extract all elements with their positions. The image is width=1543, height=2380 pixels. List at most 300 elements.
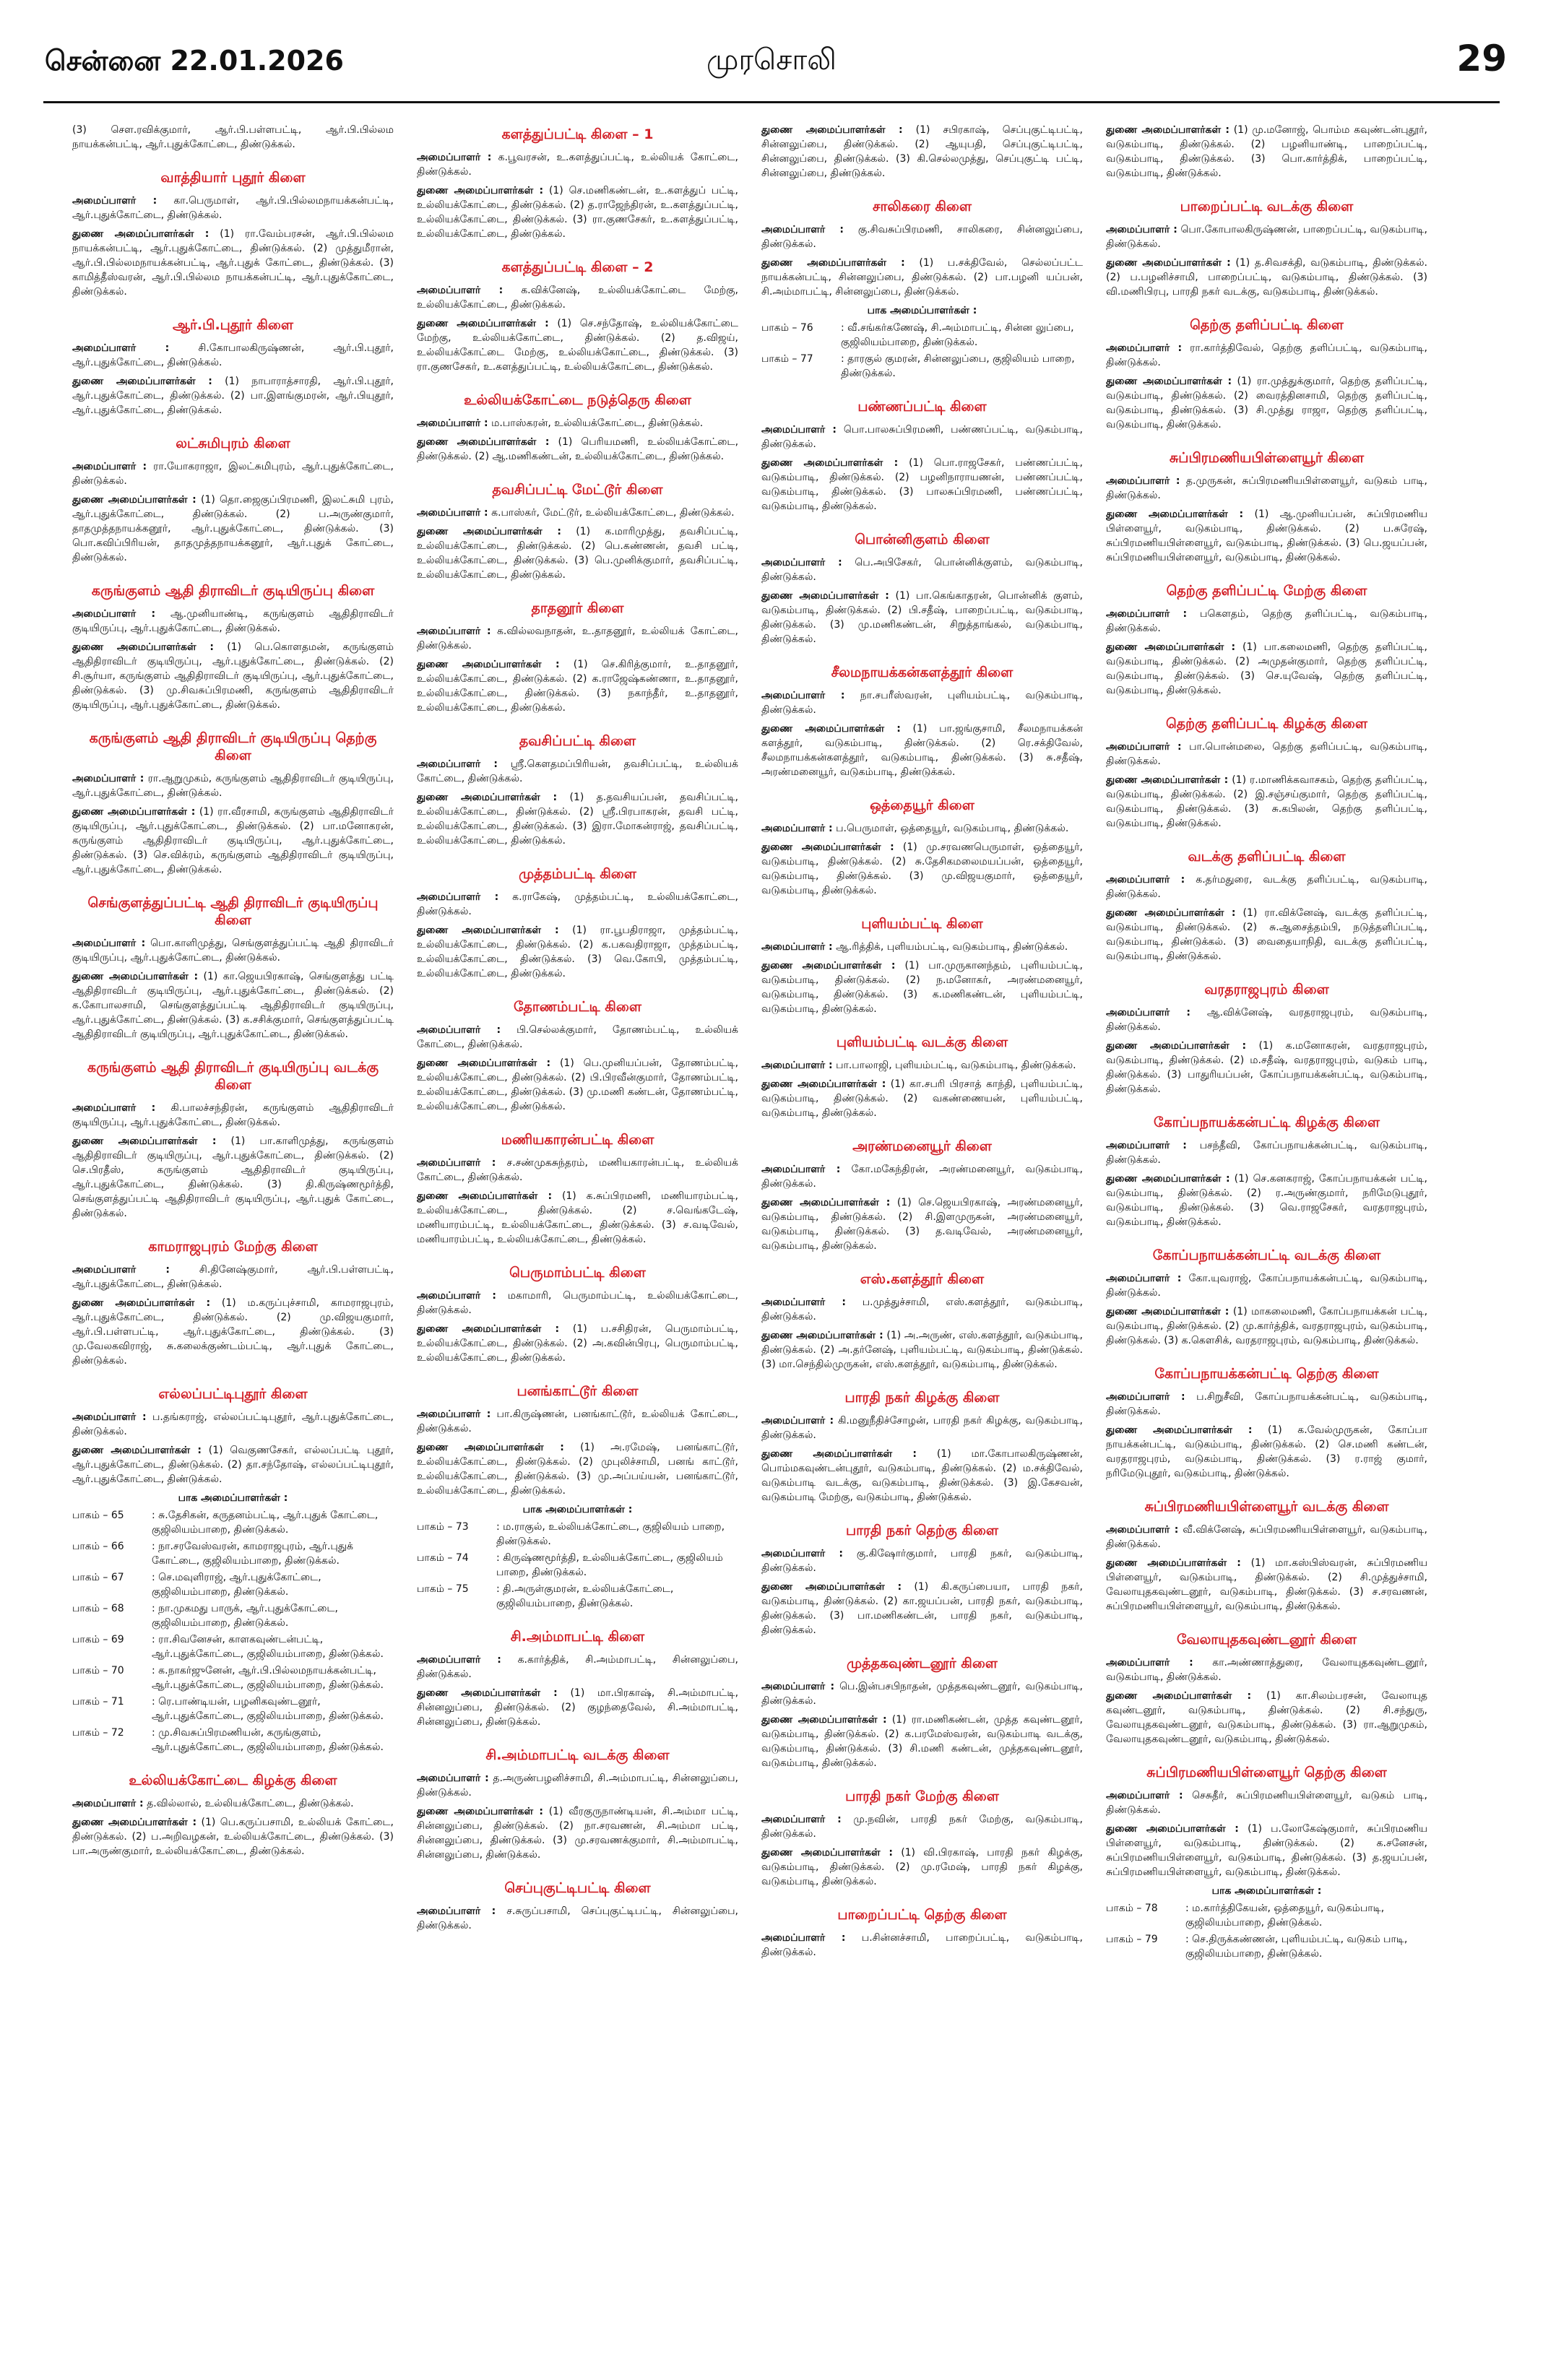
member-entry [761,940,1083,954]
role-label: அமைப்பாளர் : [417,1905,496,1917]
branch-section [417,1264,738,1365]
role-label: துணை அமைப்பாளர்கள் : [417,1057,551,1069]
part-row [1106,1901,1427,1930]
paper-name: முரசொலி [706,43,837,77]
part-organizer: : கிருஷ்ணமூர்த்தி, உல்லியக்கோட்டை, குஜிலியம் பாறை, திண்டுக்கல். [496,1552,723,1578]
role-label: துணை அமைப்பாளர்கள் : [761,590,889,602]
member-names: (1) பெ.முனியப்பன், தோணம்பட்டி, உல்லியக்கோட்டை, திண்டுக்கல். (2) பி.பிரவீன்குமார், தோணம்பட்டி, உல்லியக்கோட்டை, திண்டுக்கல். (3) மு.மணி கண்டன், தோணம்பட்டி, உல்லியக்கோட்டை, திண்டுக்கல். [417,1057,738,1112]
member-entry [417,316,738,374]
role-label: அமைப்பாளர் : [72,342,170,354]
role-label: அமைப்பாளர் : [72,195,157,207]
member-entry [1106,1172,1427,1229]
part-row [761,352,1083,381]
member-entry [1106,1788,1427,1817]
member-entry [761,1162,1083,1191]
role-label: துணை அமைப்பாளர்கள் : [761,457,899,469]
role-label: அமைப்பாளர் : [417,285,503,296]
branch-section [1106,449,1427,565]
member-entry [417,1289,738,1317]
role-label: துணை அமைப்பாளர்கள் : [1106,376,1232,387]
branch-title: காமராஜபுரம் மேற்கு கிளை [148,1239,318,1255]
member-names: பசந்தீவி, கோப்பநாயக்கன்பட்டி, வடுகம்பாடி, திண்டுக்கல். [1106,1140,1427,1166]
branch-section [417,1628,738,1729]
role-label: துணை அமைப்பாளர்கள் : [761,1714,887,1726]
member-entry [1106,507,1427,565]
branch-title: சி.அம்மாபட்டி வடக்கு கிளை [485,1747,670,1763]
part-organizer: : செ.திருக்கண்ணன், புளியம்பட்டி, வடுகம் பாடி, குஜிலியம்பாறை, திண்டுக்கல். [1185,1934,1408,1960]
member-names: க.வில்லவநாதன், உ.தாதனூர், உல்லியக் கோட்டை, திண்டுக்கல். [417,626,738,652]
branch-title: பனங்காட்டூர் கிளை [517,1383,639,1399]
branch-title: பாரதி நகர் தெற்கு கிளை [845,1523,999,1539]
branch-section [761,1788,1083,1889]
member-entry [72,1443,394,1487]
member-entry [1106,873,1427,901]
part-row [72,1632,394,1661]
member-names: (1) ரா.பூபதிராஜா, முத்தம்பட்டி, உல்லியக்கோட்டை, திண்டுக்கல். (2) க.பகவதிராஜா, முத்தம்பட்டி, உல்லியக்கோட்டை, திண்டுக்கல். (3) வெ.கோபி, முத்தம்பட்டி, உல்லியக்கோட்டை, திண்டுக்கல். [417,925,738,979]
member-entry [1106,1556,1427,1614]
member-names: ஆ.விக்னேஷ், வரதராஜபுரம், வடுகம்பாடி, திண்டுக்கல். [1106,1007,1427,1033]
branch-section [761,915,1083,1016]
member-entry [1106,640,1427,698]
role-label: அமைப்பாளர் : [417,507,488,519]
column [72,123,394,2362]
role-label: துணை அமைப்பாளர்கள் : [417,436,550,448]
role-label: துணை அமைப்பாளர்கள் : [417,1323,560,1335]
role-label: அமைப்பாளர் : [1106,224,1177,235]
branch-title: கோப்பநாயக்கன்பட்டி வடக்கு கிளை [1152,1247,1381,1263]
member-entry [417,1023,738,1052]
member-entry [417,624,738,653]
branch-title: களத்துப்பட்டி கிளை – 1 [501,126,654,142]
branch-title: செப்புகுட்டிபட்டி கிளை [504,1880,651,1896]
branch-title: தெற்கு தளிப்பட்டி கிளை [1190,317,1344,333]
member-names: (1) வெகுணசேகர், எல்லப்பட்டி புதூர், ஆர்.புதுக்கோட்டை, திண்டுக்கல். (2) தா.சந்தோஷ், எல்லப்பட்டிபுதூர், ஆர்.புதுக்கோட்டை, திண்டுக்கல். [72,1445,394,1485]
part-organizer: : ம.ராகுல், உல்லியக்கோட்டை, குஜிலியம் பாறை, திண்டுக்கல். [496,1521,725,1547]
member-entry [417,1653,738,1682]
branch-section [72,435,394,565]
part-number: பாகம் – 79 [1106,1934,1158,1945]
branch-title: கருங்குளம் ஆதி திராவிடர் குடியிருப்பு தெற்கு கிளை [89,730,377,763]
member-names: ப.பெருமாள், ஒத்தையூர், வடுகம்பாடி, திண்டுக்கல். [836,823,1069,834]
part-organizer: : ரா.சிவனேசன், காளகவுண்டன்பட்டி, ஆர்.புதுக்கோட்டை, குஜிலியம்பாறை, திண்டுக்கல். [152,1634,384,1660]
member-entry [1106,607,1427,636]
branch-section [417,1382,738,1611]
branch-section [72,894,394,1042]
member-entry [1106,1423,1427,1481]
branch-section [417,1879,738,1933]
member-entry [1106,474,1427,503]
part-organizer: : தி.அருள்குமரன், உல்லியக்கோட்டை, குஜிலியம்பாறை, திண்டுக்கல். [496,1583,674,1609]
member-entry [417,790,738,848]
member-names: (1) செ.சந்தோஷ், உல்லியக்கோட்டை மேற்கு, உல்லியக்கோட்டை, திண்டுக்கல். (2) த.விஜய், உல்லியக்கோட்டை மேற்கு, உல்லியக்கோட்டை, திண்டுக்கல். (3) ரா.குணசேகர், உ.களத்துப்பட்டி, உல்லியக்கோட்டை, திண்டுக்கல். [417,318,738,373]
member-names: (1) மா.பிரகாஷ், சி.அம்மாபட்டி, சின்னலுப்பை, திண்டுக்கல். (2) குழந்தைவேல், சி.அம்மாபட்டி, சின்னலுப்பை, திண்டுக்கல். [417,1687,738,1728]
part-row [72,1570,394,1599]
branch-title: லட்சுமிபுரம் கிளை [176,436,290,451]
member-entry [72,805,394,877]
role-label: துணை அமைப்பாளர்கள் : [1106,641,1236,653]
branch-section [761,1034,1083,1120]
branch-title: புளியம்பட்டி கிளை [861,916,983,932]
member-names: (1) பெ.கருப்பசாமி, உல்லியக் கோட்டை, திண்டுக்கல். (2) ப.அறிவழகன், உல்லியக்கோட்டை, திண்டுக்கல். (3) பா.அருண்குமார், உல்லியக்கோட்டை, திண்டுக்கல். [72,1817,394,1857]
role-label: துணை அமைப்பாளர்கள் : [72,376,212,387]
branch-section [761,123,1083,181]
member-entry [761,722,1083,779]
member-names: (1) பா.முருகானந்தம், புளியம்பட்டி, வடுகம்பாடி, திண்டுக்கல். (2) ந.மனோகர், அரண்மனையூர், வடுகம்பாடி, திண்டுக்கல். (3) க.மணிகண்டன், புளியம்பட்டி, வடுகம்பாடி, திண்டுக்கல். [761,960,1083,1015]
role-label: துணை அமைப்பாளர்கள் : [72,971,199,982]
member-entry [1106,1271,1427,1300]
member-names: (1) ரா.மணிகண்டன், முத்த கவுண்டனூர், வடுகம்பாடி, திண்டுக்கல். (2) க.பரமேஸ்வரன், வடுகம்பாடி வடக்கு, வடுகம்பாடி, திண்டுக்கல். (3) சி.மணி கண்டன், முத்தகவுண்டனூர், வடுகம்பாடி, திண்டுக்கல். [761,1714,1083,1769]
member-entry [417,435,738,464]
member-entry [761,688,1083,717]
branch-section [1106,316,1427,432]
role-label: துணை அமைப்பாளர்கள் : [72,1445,202,1456]
member-entry [417,1322,738,1365]
member-names: (1) ப.லோகேஷ்குமார், சுப்பிரமணிய பிள்ளையூர், வடுகம்பாடி, திண்டுக்கல். (2) க.சனேசன், சுப்பிரமணியபிள்ளையூர், வடுகம்பாடி, திண்டுக்கல். (3) த.ஜயப்பன், சுப்பிரமணியபிள்ளையூர், வடுகம்பாடி, திண்டுக்கல். [1106,1823,1427,1878]
role-label: துணை அமைப்பாளர்கள் : [761,1448,917,1460]
member-names: பொ.காளிமுத்து, செங்குளத்துப்பட்டி ஆதி திராவிடர் குடியிருப்பு, ஆர்.புதுக்கோட்டை, திண்டுக்கல். [72,938,394,964]
branch-section [1106,1247,1427,1348]
member-entry [72,936,394,965]
branch-section [417,998,738,1114]
member-names: க.விக்னேஷ், உல்லியக்கோட்டை மேற்கு, உல்லியக்கோட்டை, திண்டுக்கல். [417,285,738,311]
member-entry [417,757,738,786]
role-label: அமைப்பாளர் : [761,1681,835,1692]
member-entry [1106,123,1427,181]
member-entry [417,1804,738,1862]
member-names: ப.சிறுசீவி, கோப்பநாயக்கன்பட்டி, வடுகம்பாடி, திண்டுக்கல். [1106,1391,1427,1417]
part-organizers-heading: பாக அமைப்பாளர்கள் : [522,1504,633,1515]
branch-section [761,797,1083,898]
member-entry [761,423,1083,451]
member-entry [417,1189,738,1247]
member-entry [72,374,394,417]
part-row [72,1508,394,1537]
member-names: (1) பா.கெங்காதரன், பொன்னிக் குளம், வடுகம்பாடி, திண்டுக்கல். (2) பி.சதீஷ், பாறைப்பட்டி, வடுகம்பாடி, திண்டுக்கல். (3) மு.மணிகண்டன், சிறுத்தாங்கல், வடுகம்பாடி, திண்டுக்கல். [761,590,1083,645]
member-names: (3) சௌ.ரவிக்குமார், ஆர்.பி.பள்ளபட்டி, ஆர்.பி.பில்லம நாயக்கன்பட்டி, ஆர்.புதுக்கோட்டை, திண்டுக்கல். [72,124,394,150]
member-names: கா.அண்ணாத்துரை, வேலாயுதகவுண்டனூர், வடுகம்பாடி, திண்டுக்கல். [1106,1657,1427,1683]
member-names: க.கார்த்திக், சி.அம்மாபட்டி, சின்னலுப்பை, திண்டுக்கல். [417,1654,738,1680]
role-label: அமைப்பாளர் : [72,773,144,784]
member-names: (1) செ.கிரித்குமார், உ.தாதனூர், உல்லியக்கோட்டை, திண்டுக்கல். (2) க.ராஜேஷ்கண்ணா, உ.தாதனூர், உல்லியக்கோட்டை, திண்டுக்கல். (3) நகாந்தீர், உ.தாதனூர், உல்லியக்கோட்டை, திண்டுக்கல். [417,659,738,714]
member-names: (1) கி.கருப்பையா, பாரதி நகர், வடுகம்பாடி, திண்டுக்கல். (2) கா.ஜயப்பன், பாரதி நகர், வடுகம்பாடி, திண்டுக்கல். (3) பா.மணிகண்டன், பாரதி நகர், வடுகம்பாடி, திண்டுக்கல். [761,1581,1083,1636]
member-entry [1106,1390,1427,1419]
part-row [417,1551,738,1580]
member-names: நா.சபரீஸ்வரன், புளியம்பட்டி, வடுகம்பாடி, திண்டுக்கல். [761,690,1083,716]
branch-section [761,1271,1083,1372]
member-entry [1106,374,1427,432]
member-entry [761,1195,1083,1253]
branch-title: உல்லியக்கோட்டை நடுத்தெரு கிளை [464,392,691,408]
role-label: துணை அமைப்பாளர்கள் : [1106,1424,1253,1436]
role-label: துணை அமைப்பாளர்கள் : [1106,1823,1239,1835]
branch-section [1106,198,1427,299]
branch-title: பொன்னிகுளம் கிளை [855,532,990,548]
role-label: துணை அமைப்பாளர்கள் : [1106,1040,1247,1052]
member-names: ரா.கார்த்திவேல், தெற்கு தளிப்பட்டி, வடுகம்பாடி, திண்டுக்கல். [1106,342,1427,368]
part-organizer: : செ.மவுளிராஜ், ஆர்.புதுக்கோட்டை, குஜிலியம்பாறை, திண்டுக்கல். [152,1572,321,1598]
role-label: அமைப்பாளர் : [1106,1007,1191,1018]
member-entry [1106,1138,1427,1167]
member-entry [1106,256,1427,299]
member-entry [761,1812,1083,1841]
member-names: (1) கா.சபரி பிரசாத் காந்தி, புளியம்பட்டி, வடுகம்பாடி, திண்டுக்கல். (2) வகண்ணையன், புளியம்பட்டி, வடுகம்பாடி, திண்டுக்கல். [761,1078,1083,1119]
branch-section [72,1772,394,1858]
role-label: துணை அமைப்பாளர்கள் : [417,792,558,803]
member-names: (1) கா.சிலம்பரசன், வேலாயுத கவுண்டனூர், வடுகம்பாடி, திண்டுக்கல். (2) சி.சந்துரு, வேலாயுதகவுண்டனூர், வடுகம்பாடி, திண்டுக்கல். (3) ரா.ஆறுமுகம், வேலாயுதகவுண்டனூர், வடுகம்பாடி, திண்டுக்கல். [1106,1690,1427,1745]
member-names: க.ராகேஷ், முத்தம்பட்டி, உல்லியக்கோட்டை, திண்டுக்கல். [417,891,738,917]
member-entry [72,1410,394,1439]
branch-section [761,531,1083,646]
part-organizer: : மு.சிவசுப்பிரமணியன், கருங்குளம், ஆர்.புதுக்கோட்டை, குஜிலியம்பாறை, திண்டுக்கல். [152,1727,384,1753]
member-names: (1) அ.ரமேஷ், பனங்காட்டூர், உல்லியக்கோட்டை, திண்டுக்கல். (2) முபுலிச்சாமி, பனங் காட்டூர், உல்லியக்கோட்டை, திண்டுக்கல். (3) மு.அப்பய்யன், பனங்காட்டூர், உல்லியக்கோட்டை, திண்டுக்கல். [417,1442,738,1497]
member-names: (1) க.வேல்முருகன், கோப்பா நாயக்கன்பட்டி, வடுகம்பாடி, திண்டுக்கல். (2) செ.மணி கண்டன், வரதராஜபுரம், வடுகம்பாடி, திண்டுக்கல். (3) ர.ராஜ் குமார், நரிமேடுபுதூர், வடுகம்பாடி, திண்டுக்கல். [1106,1424,1427,1479]
part-organizer: : ரெ.பாண்டியன், பழனிகவுண்டனூர், ஆர்.புதுக்கோட்டை, குஜிலியம்பாறை, திண்டுக்கல். [152,1696,384,1722]
branch-section [72,582,394,712]
role-label: துணை அமைப்பாளர்கள் : [417,1687,558,1699]
member-names: (1) மா.கோபாலகிருஷ்ணன், பொம்மகவுண்டன்புதூர், வடுகம்பாடி, திண்டுக்கல். (2) ம.சக்திவேல், வடுகம்பாடி வடக்கு, வடுகம்பாடி, திண்டுக்கல். (3) இ.கேசவன், வடுகம்பாடி மேற்கு, வடுகம்பாடி, திண்டுக்கல். [761,1448,1083,1503]
column [761,123,1083,2362]
member-entry [761,222,1083,251]
part-organizers-heading: பாக அமைப்பாளர்கள் : [1211,1885,1322,1897]
part-row [1106,1932,1427,1961]
member-entry [72,459,394,488]
branch-title: முத்தகவுண்டனூர் கிளை [847,1656,998,1671]
member-names: கோ.யுவராஜ், கோப்பநாயக்கன்பட்டி, வடுகம்பாடி, திண்டுக்கல். [1106,1273,1427,1299]
role-label: துணை அமைப்பாளர்கள் : [417,318,549,329]
member-entry [761,959,1083,1016]
member-entry [761,256,1083,299]
branch-title: சி.அம்மாபட்டி கிளை [510,1629,645,1645]
branch-section [417,732,738,848]
member-names: சி.கோபாலகிருஷ்ணன், ஆர்.பி.புதூர், ஆர்.புதுக்கோட்டை, திண்டுக்கல். [72,342,394,368]
member-entry [1106,740,1427,769]
member-entry [417,416,738,430]
branch-title: செங்குளத்துப்பட்டி ஆதி திராவிடர் குடியிருப்பு கிளை [87,895,379,928]
member-names: பெ.இன்பசபிநாதன், முத்தகவுண்டனூர், வடுகம்பாடி, திண்டுக்கல். [761,1681,1083,1707]
role-label: அமைப்பாளர் : [417,1654,501,1666]
member-names: சி.தினேஷ்குமார், ஆர்.பி.பள்ளபட்டி, ஆர்.புதுக்கோட்டை, திண்டுக்கல். [72,1264,394,1290]
member-names: ஆ.ரித்திக், புளியம்பட்டி, வடுகம்பாடி, திண்டுக்கல். [836,941,1068,953]
branch-section [417,481,738,582]
member-entry [761,456,1083,514]
member-names: த.வில்லால், உல்லியக்கோட்டை, திண்டுக்கல். [147,1798,354,1809]
branch-title: முத்தம்பட்டி கிளை [519,866,636,882]
member-names: (1) க.மனோகரன், வரதராஜபுரம், வடுகம்பாடி, திண்டுக்கல். (2) ம.சதீஷ், வரதராஜபுரம், வடுகம் பாடி, திண்டுக்கல். (3) பாதுரியப்பன், கோப்பநாயக்கன்பட்டி, வடுகம்பாடி, திண்டுக்கல். [1106,1040,1427,1095]
part-row [72,1695,394,1723]
member-entry [761,1931,1083,1960]
member-entry [761,589,1083,646]
branch-section [761,198,1083,381]
role-label: அமைப்பாளர் : [761,941,833,953]
member-names: கி.பாலச்சந்திரன், கருங்குளம் ஆதிதிராவிடர் குடியிருப்பு, ஆர்.புதுக்கோட்டை, திண்டுக்கல். [72,1102,394,1128]
member-entry [1106,222,1427,251]
member-names: பி.செல்லக்குமார், தோணம்பட்டி, உல்லியக் கோட்டை, திண்டுக்கல். [417,1024,738,1050]
member-names: ப.முத்துச்சாமி, எஸ்.களத்தூர், வடுகம்பாடி, திண்டுக்கல். [761,1297,1083,1323]
branch-title: ஒத்தையூர் கிளை [870,797,974,813]
role-label: அமைப்பாளர் : [761,224,844,235]
member-names: (1) சபிரகாஷ், செப்புகுட்டிபட்டி, சின்னலுப்பை, திண்டுக்கல். (2) ஆயுபதி, செப்புகுட்டிபட்டி, சின்னலுப்பை, திண்டுக்கல். (3) கி.செல்லமுத்து, செப்புகுட்டி பட்டி, சின்னலுப்பை, திண்டுக்கல். [761,124,1083,179]
member-entry [1106,906,1427,964]
part-number: பாகம் – 69 [72,1634,124,1645]
branch-section [417,865,738,981]
role-label: துணை அமைப்பாளர்கள் : [761,1078,886,1090]
member-entry [417,657,738,715]
branch-title: வாத்தியார் புதூர் கிளை [160,170,306,186]
role-label: அமைப்பாளர் : [1106,741,1182,753]
role-label: துணை அமைப்பாளர்கள் : [72,1135,217,1147]
member-entry [72,341,394,370]
role-label: துணை அமைப்பாளர்கள் : [1106,1173,1230,1185]
member-names: (1) பெரியமணி, உல்லியக்கோட்டை, திண்டுக்கல். (2) ஆ.மணிகண்டன், உல்லியக்கோட்டை, திண்டுக்கல். [417,436,738,462]
branch-title: எல்லப்பட்டிபுதூர் கிளை [158,1386,308,1402]
member-names: கு.சிவசுப்பிரமணி, சாலிகரை, சின்னலுப்பை, திண்டுக்கல். [761,224,1083,250]
article-columns [72,123,1427,2362]
member-names: கு.கிஷோர்குமார், பாரதி நகர், வடுகம்பாடி, திண்டுக்கல். [761,1548,1083,1574]
role-label: அமைப்பாளர் : [72,1264,170,1276]
branch-section [761,1138,1083,1253]
member-entry [72,493,394,565]
branch-section [72,123,394,152]
part-organizers-heading: பாக அமைப்பாளர்கள் : [178,1492,288,1504]
member-names: மு.நவின், பாரதி நகர் மேற்கு, வடுகம்பாடி, திண்டுக்கல். [761,1814,1083,1840]
member-entry [417,923,738,981]
branch-title: சாலிகரை கிளை [872,199,972,215]
member-names: ம.பாஸ்கரன், உல்லியக்கோட்டை, திண்டுக்கல். [491,417,704,429]
member-entry [417,150,738,179]
member-names: (1) மாகலைமணி, கோப்பநாயக்கன் பட்டி, வடுகம்பாடி, திண்டுக்கல். (2) மு.கார்த்திக், வரதராஜபுரம், வடுகம்பாடி, திண்டுக்கல். (3) க.கௌசிக், வரதராஜபுரம், வடுகம்பாடி, திண்டுக்கல். [1106,1306,1427,1346]
role-label: துணை அமைப்பாளர்கள் : [72,641,214,653]
branch-title: உல்லியக்கோட்டை கிழக்கு கிளை [129,1773,337,1788]
role-label: துணை அமைப்பாளர்கள் : [1106,509,1244,520]
role-label: துணை அமைப்பாளர்கள் : [1106,774,1229,786]
member-names: பொ.பாலசுப்பிரமணி, பண்ணப்பட்டி, வடுகம்பாடி, திண்டுக்கல். [761,424,1083,450]
part-organizer: : நா.முகமது பாருக், ஆர்.புதுக்கோட்டை, குஜிலியம்பாறை, திண்டுக்கல். [152,1603,339,1629]
branch-title: தோணம்பட்டி கிளை [514,999,641,1015]
member-names: (1) தொ.ஜைகுப்பிரமணி, இலட்சுமி புரம், ஆர்.புதுக்கோட்டை, திண்டுக்கல். (2) ப.அருண்குமார், தாதமுத்தநாயக்கனூர், ஆர்.புதுக்கோட்டை, திண்டுக்கல். (3) பொ.கவிப்பிரியன், தாதமுத்தநாயக்கனூர், ஆர்.புதுக் கோட்டை, திண்டுக்கல். [72,494,394,563]
member-names: ஆ.முனியாண்டி, கருங்குளம் ஆதிதிராவிடர் குடியிருப்பு, ஆர்.புதுக்கோட்டை, திண்டுக்கல். [72,608,394,634]
role-label: துணை அமைப்பாளர்கள் : [72,1297,211,1309]
role-label: அமைப்பாளர் : [761,823,833,834]
member-names: (1) பொ.ராஜசேகர், பண்ணப்பட்டி, வடுகம்பாடி, திண்டுக்கல். (2) பழனிநாராயணன், பண்ணப்பட்டி, வடுகம்பாடி, திண்டுக்கல். (3) பாலசுப்பிரமணி, பண்ணப்பட்டி, வடுகம்பாடி, திண்டுக்கல். [761,457,1083,512]
branch-section [761,1389,1083,1505]
page-number: 29 [1456,38,1507,79]
member-names: (1) பா.கலைமணி, தெற்கு தளிப்பட்டி, வடுகம்பாடி, திண்டுக்கல். (2) அமுதன்குமார், தெற்கு தளிப்பட்டி, வடுகம்பாடி, திண்டுக்கல். (3) செ.யுவேஷ், தெற்கு தளிப்பட்டி, வடுகம்பாடி, திண்டுக்கல். [1106,641,1427,696]
role-label: அமைப்பாளர் : [761,1415,834,1427]
part-organizer: : க.நாகர்ஜுனேன், ஆர்.பி.பில்லமநாயக்கன்பட்டி, ஆர்.புதுக்கோட்டை, குஜிலியம்பாறை, திண்டுக்கல். [152,1665,384,1691]
member-entry [761,1414,1083,1442]
branch-section [1106,981,1427,1096]
member-entry [72,227,394,299]
role-label: அமைப்பாளர் : [761,690,845,701]
member-entry [1106,1689,1427,1747]
role-label: துணை அமைப்பாளர்கள் : [417,185,544,196]
branch-title: ஆர்.பி.புதூர் கிளை [172,317,294,333]
part-row [72,1601,394,1630]
role-label: துணை அமைப்பாளர்கள் : [417,925,559,936]
role-label: அமைப்பாளர் : [72,1411,147,1423]
member-names: (1) க.சுப்பிரமணி, மணியாரம்பட்டி, உல்லியக்கோட்டை, திண்டுக்கல். (2) ச.வெங்கடேஷ், மணியாரம்பட்டி, உல்லியக்கோட்டை, திண்டுக்கல். (3) ச.வடிவேல், மணியாரம்பட்டி, உல்லியக்கோட்டை, திண்டுக்கல். [417,1190,738,1245]
member-entry [761,1295,1083,1324]
member-names: பொ.கோபாலகிருஷ்ணன், பாறைப்பட்டி, வடுகம்பாடி, திண்டுக்கல். [1106,224,1427,250]
member-names: (1) பெ.கொளதமன், கருங்குளம் ஆதிதிராவிடர் குடியிருப்பு, ஆர்.புதுக்கோட்டை, திண்டுக்கல். (2) சி.சூர்யா, கருங்குளம் ஆதிதிராவிடர் குடியிருப்பு, ஆர்.புதுக்கோட்டை, திண்டுக்கல். (3) மு.சிவசுப்பிரமணி, கருங்குளம் ஆதிதிராவிடர் குடியிருப்பு, ஆர்.புதுக்கோட்டை, திண்டுக்கல். [72,641,394,711]
member-names: மகாமாரி, பெருமாம்பட்டி, உல்லியக்கோட்டை, திண்டுக்கல். [417,1290,738,1316]
role-label: துணை அமைப்பாளர்கள் : [72,228,209,240]
part-number: பாகம் – 72 [72,1727,124,1739]
role-label: அமைப்பாளர் : [761,424,837,436]
member-names: கோ.மகேந்திரன், அரண்மனையூர், வடுகம்பாடி, திண்டுக்கல். [761,1164,1083,1190]
member-names: கா.பெருமாள், ஆர்.பி.பில்லமநாயக்கன்பட்டி, ஆர்.புதுக்கோட்டை, திண்டுக்கல். [72,195,394,221]
branch-section [417,1747,738,1862]
role-label: அமைப்பாளர் : [761,557,842,568]
member-entry [417,1156,738,1185]
role-label: அமைப்பாளர் : [72,938,146,949]
part-organizer: : சு.தேசிகன், கருதனம்பட்டி, ஆர்.புதுக் கோட்டை, குஜிலியம்பாறை, திண்டுக்கல். [152,1510,379,1536]
member-entry [72,1263,394,1291]
role-label: அமைப்பாளர் : [761,1164,841,1175]
role-label: துணை அமைப்பாளர்கள் : [417,1190,553,1202]
branch-title: தாதனூர் கிளை [531,600,624,616]
branch-section [417,1131,738,1247]
branch-title: தெற்கு தளிப்பட்டி மேற்கு கிளை [1166,583,1367,599]
member-entry [417,1407,738,1436]
role-label: அமைப்பாளர் : [761,1932,846,1944]
part-number: பாகம் – 70 [72,1665,124,1676]
role-label: அமைப்பாளர் : [1106,608,1188,620]
role-label: அமைப்பாளர் : [761,1297,846,1308]
part-row [761,321,1083,350]
role-label: துணை அமைப்பாளர்கள் : [1106,1306,1229,1317]
branch-title: வடக்கு தளிப்பட்டி கிளை [1188,849,1346,865]
city-date: சென்னை 22.01.2026 [45,45,344,77]
member-names: பா.பொன்மலை, தெற்கு தளிப்பட்டி, வடுகம்பாடி, திண்டுக்கல். [1106,741,1427,767]
member-names: பா.கிருஷ்ணன், பனங்காட்டூர், உல்லியக் கோட்டை, திண்டுக்கல். [417,1408,738,1435]
member-names: (1) ரா.முத்துக்குமார், தெற்கு தளிப்பட்டி, வடுகம்பாடி, திண்டுக்கல். (2) வைரத்தினசாமி, தெற்கு தளிப்பட்டி, வடுகம்பாடி, திண்டுக்கல். (3) சி.முத்து ராஜா, தெற்கு தளிப்பட்டி, வடுகம்பாடி, திண்டுக்கல். [1106,376,1427,430]
part-number: பாகம் – 75 [417,1583,469,1595]
member-names: (1) ர.மாணிக்கவாசகம், தெற்கு தளிப்பட்டி, வடுகம்பாடி, திண்டுக்கல். (2) இ.சஞ்சய்குமார், தெற்கு தளிப்பட்டி, வடுகம்பாடி, திண்டுக்கல். (3) சு.கபிலன், தெற்கு தளிப்பட்டி, வடுகம்பாடி, திண்டுக்கல். [1106,774,1427,829]
member-entry [761,1058,1083,1073]
role-label: துணை அமைப்பாளர்கள் : [72,806,196,818]
branch-section [417,600,738,715]
branch-section [1106,1114,1427,1229]
role-label: துணை அமைப்பாளர்கள் : [1106,907,1236,919]
member-entry [761,821,1083,836]
member-names: (1) பா.ஜங்குசாமி, சீலமநாயக்கன் களத்தூர், வடுகம்பாடி, திண்டுக்கல். (2) ரெ.சக்திவேல், சீலமநாயக்கன்களத்தூர், வடுகம்பாடி, திண்டுக்கல். (3) சு.சதீஷ், அரண்மனையூர், வடுகம்பாடி, திண்டுக்கல். [761,723,1083,778]
member-entry [417,1686,738,1729]
branch-title: களத்துப்பட்டி கிளை – 2 [501,259,654,275]
part-number: பாகம் – 68 [72,1603,124,1614]
part-organizer: : தாரகுல் குமரன், சின்னலுப்பை, குஜிலியம் பாறை, திண்டுக்கல். [841,353,1075,379]
member-names: (1) அ.அருண், எஸ்.களத்தூர், வடுகம்பாடி, திண்டுக்கல். (2) அ.தர்னேஷ், புளியம்பட்டி, வடுகம்பாடி, திண்டுக்கல். (3) மா.செந்தில்முருகன், எஸ்.களத்தூர், வடுகம்பாடி, திண்டுக்கல். [761,1330,1083,1370]
member-names: (1) மு.சரவணபெருமாள், ஒத்தையூர், வடுகம்பாடி, திண்டுக்கல். (2) சு.தேசிகமலைமயப்பன், ஒத்தையூர், வடுகம்பாடி, திண்டுக்கல். (3) மு.விஜயகுமார், ஒத்தையூர், வடுகம்பாடி, திண்டுக்கல். [761,841,1083,896]
member-entry [1106,341,1427,370]
member-entry [761,123,1083,181]
branch-title: பண்ணப்பட்டி கிளை [857,399,987,415]
member-names: செசுதீர், சுப்பிரமணியபிள்ளையூர், வடுகம் பாடி, திண்டுக்கல். [1106,1790,1427,1816]
member-entry [417,1056,738,1114]
role-label: அமைப்பாளர் : [1106,1140,1187,1151]
role-label: அமைப்பாளர் : [1106,475,1180,487]
branch-title: மணியகாரன்பட்டி கிளை [501,1132,654,1148]
part-organizer: : வீ.சங்கர்கணேஷ், சி.அம்மாபட்டி, சின்ன லுப்பை, குஜிலியம்பாறை, திண்டுக்கல். [841,322,1074,348]
member-names: க.பாஸ்கர், மேட்டூர், உல்லியக்கோட்டை, திண்டுக்கல். [491,507,735,519]
branch-section [761,664,1083,779]
part-number: பாகம் – 78 [1106,1903,1158,1914]
member-entry [761,1713,1083,1770]
member-names: (1) செ.மணிகண்டன், உ.களத்துப் பட்டி, உல்லியக்கோட்டை, திண்டுக்கல். (2) த.ராஜேந்திரன், உ.களத்துப்பட்டி, உல்லியக்கோட்டை, திண்டுக்கல். (3) ரா.குணசேகர், உ.களத்துப்பட்டி, உல்லியக்கோட்டை, திண்டுக்கல். [417,185,738,240]
branch-section [72,316,394,417]
member-entry [761,1328,1083,1372]
member-names: (1) த.சிவசக்தி, வடுகம்பாடி, திண்டுக்கல். (2) ப.பழனிச்சாமி, பாறைப்பட்டி, வடுகம்பாடி, திண்டுக்கல். (3) வி.மணிபிரபு, பாரதி நகர் வடக்கு, வடுகம்பாடி, திண்டுக்கல். [1106,257,1427,298]
